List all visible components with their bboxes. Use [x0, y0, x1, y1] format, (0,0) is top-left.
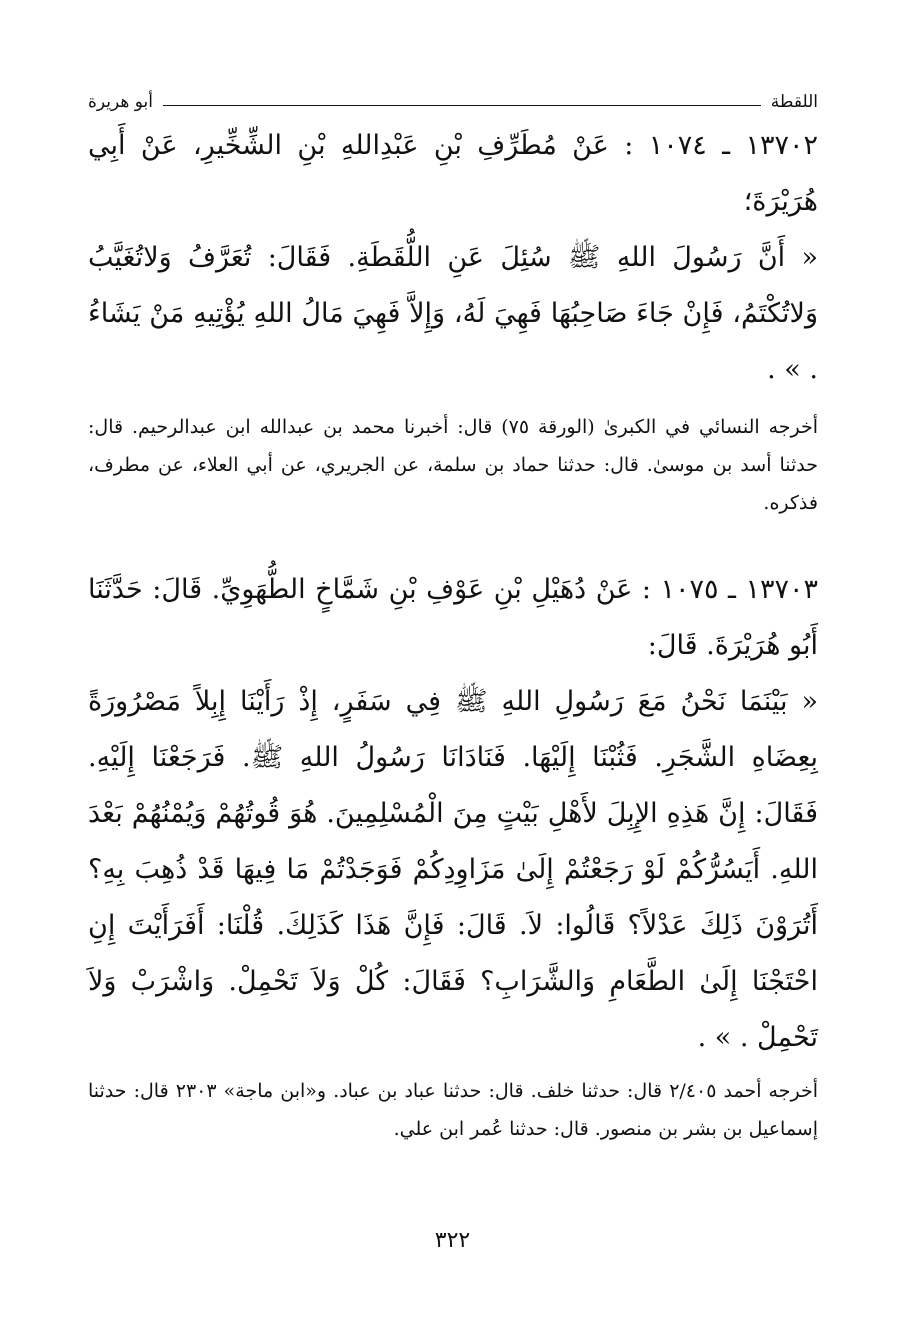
header-rule: [163, 105, 761, 106]
entry-heading: ١٣٧٠٣ ـ ١٠٧٥ : عَنْ دُهَيْلِ بْنِ عَوْفِ بْنِ شَمَّاخٍ الطُّهَوِيِّ. قَالَ: حَدَّثَنَا أَبُو هُرَيْرَةَ. قَالَ:: [88, 574, 818, 661]
takhrij-footnote: أخرجه أحمد ٢/٤٠٥ قال: حدثنا خلف. قال: حدثنا عباد بن عباد. و«ابن ماجة» ٢٣٠٣ قال: حدثنا إسماعيل بن بشر بن منصور. قال: حدثنا عُمر ابن علي.: [88, 1080, 818, 1140]
hadith-text: « بَيْنَمَا نَحْنُ مَعَ رَسُولِ اللهِ ﷺ فِي سَفَرٍ، إِذْ رَأَيْنَا إِبِلاً مَصْرُورَةً بِعِضَاهِ الشَّجَرِ. فَثُبْنَا إِلَيْهَا. فَنَادَانَا رَسُولُ اللهِ ﷺ. فَرَجَعْنَا إِلَيْهِ. فَقَالَ: إِنَّ هَذِهِ الإِبِلَ لأَهْلِ بَيْتٍ مِنَ الْمُسْلِمِينَ. هُوَ قُوتُهُمْ وَيُمْنُهُمْ بَعْدَ اللهِ. أَيَسُرُّكُمْ لَوْ رَجَعْتُمْ إِلَىٰ مَزَاوِدِكُمْ فَوَجَدْتُمْ مَا فِيهَا قَدْ ذُهِبَ بِهِ؟ أَتُرَوْنَ ذَلِكَ عَدْلاً؟ قَالُوا: لاَ. قَالَ: فَإِنَّ هَذَا كَذَلِكَ. قُلْنَا: أَفَرَأَيْتَ إِنِ احْتَجْنَا إِلَىٰ الطَّعَامِ وَالشَّرَابِ؟ فَقَالَ: كُلْ وَلاَ تَحْمِلْ. وَاشْرَبْ وَلاَ تَحْمِلْ . » .: [88, 686, 818, 1053]
header-chapter-title: اللقطة: [770, 92, 818, 112]
hadith-text: « أَنَّ رَسُولَ اللهِ ﷺ سُئِلَ عَنِ اللُّقَطَةِ. فَقَالَ: تُعَرَّفُ وَلاتُغَيَّبُ وَلاتُكْتَمُ، فَإِنْ جَاءَ صَاحِبُهَا فَهِيَ لَهُ، وَإِلاَّ فَهِيَ مَالُ اللهِ يُؤْتِيهِ مَنْ يَشَاءُ . » .: [88, 242, 818, 385]
page-body: [88, 86, 818, 1148]
page-number: ٣٢٢: [434, 1228, 471, 1253]
takhrij-footnote: أخرجه النسائي في الكبرىٰ (الورقة ٧٥) قال: أخبرنا محمد بن عبدالله ابن عبدالرحيم. قال: حدثنا أسد بن موسىٰ. قال: حدثنا حماد بن سلمة، عن الجريري، عن أبي العلاء، عن مطرف، فذكره.: [88, 416, 819, 514]
running-header: [88, 86, 818, 112]
header-section-title: أبو هريرة: [88, 92, 154, 112]
entry-heading: ١٣٧٠٢ ـ ١٠٧٤ : عَنْ مُطَرِّفِ بْنِ عَبْدِاللهِ بْنِ الشِّخِّيرِ، عَنْ أَبِي هُرَيْرَةَ؛: [88, 130, 818, 217]
